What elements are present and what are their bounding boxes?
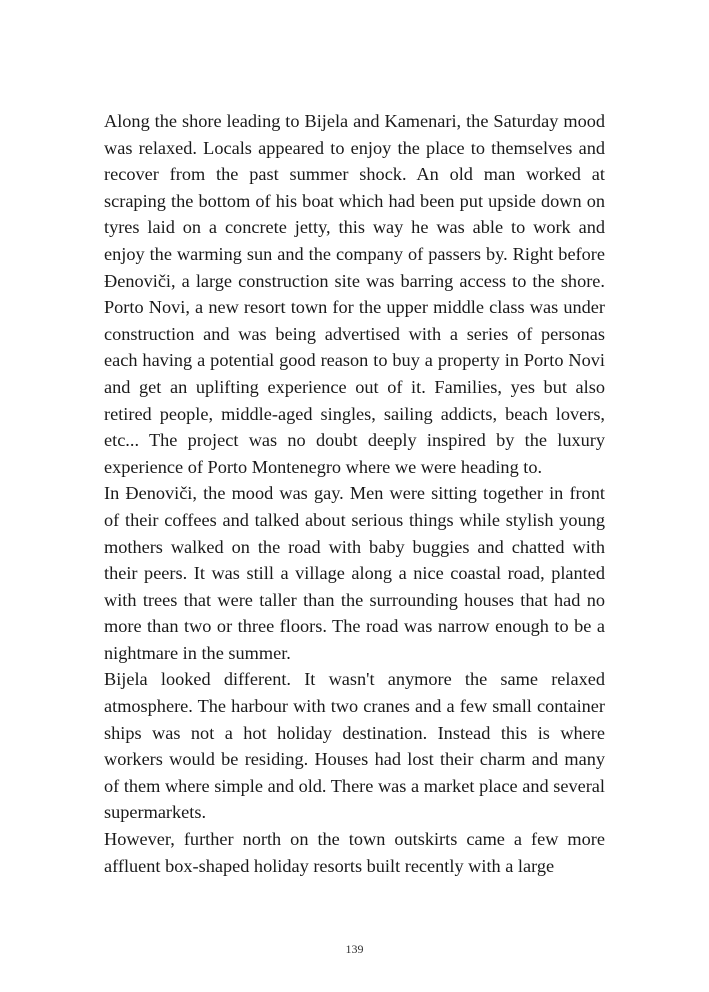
paragraph-bijela: Bijela looked different. It wasn't anymore the same relaxed atmosphere. The harbour with two cranes and a few small container ships was not a hot holiday destination. Instead this is where workers would be residing. Houses had lost their charm and many of them where simple and old. There was a market place and several supermarkets. — [104, 669, 605, 823]
paragraph-shore: Along the shore leading to Bijela and Kamenari, the Saturday mood was relaxed. Locals appeared to enjoy the place to themselves and recover from the past summer shock. An old man worked at scraping the bottom of his boat which had been put upside down on tyres laid on a concrete jetty, this way he was able to work and enjoy the warming sun and the company of passers by. Right before Đenoviči, a large construction site was barring access to the shore. Porto Novi, a new resort town for the upper middle class was under construction and was being advertised with a series of personas each having a potential good reason to buy a property in Porto Novi and get an uplifting experience out of it. Families, yes but also retired people, middle-aged singles, sailing addicts, beach lovers, etc... The project was no doubt deeply inspired by the luxury experience of Porto Montenegro where we were heading to. — [104, 111, 605, 477]
paragraph-denovici: In Đenoviči, the mood was gay. Men were sitting together in front of their coffees and talked about serious things while stylish young mothers walked on the road with baby buggies and chatted with their peers. It was still a village along a nice coastal road, planted with trees that were taller than the surrounding houses that had no more than two or three floors. The road was narrow enough to be a nightmare in the summer. — [104, 483, 605, 663]
page-number: 139 — [345, 942, 364, 956]
paragraph-outskirts: However, further north on the town outskirts came a few more affluent box-shaped holiday resorts built recently with a large — [104, 829, 605, 876]
page-body — [104, 108, 605, 879]
